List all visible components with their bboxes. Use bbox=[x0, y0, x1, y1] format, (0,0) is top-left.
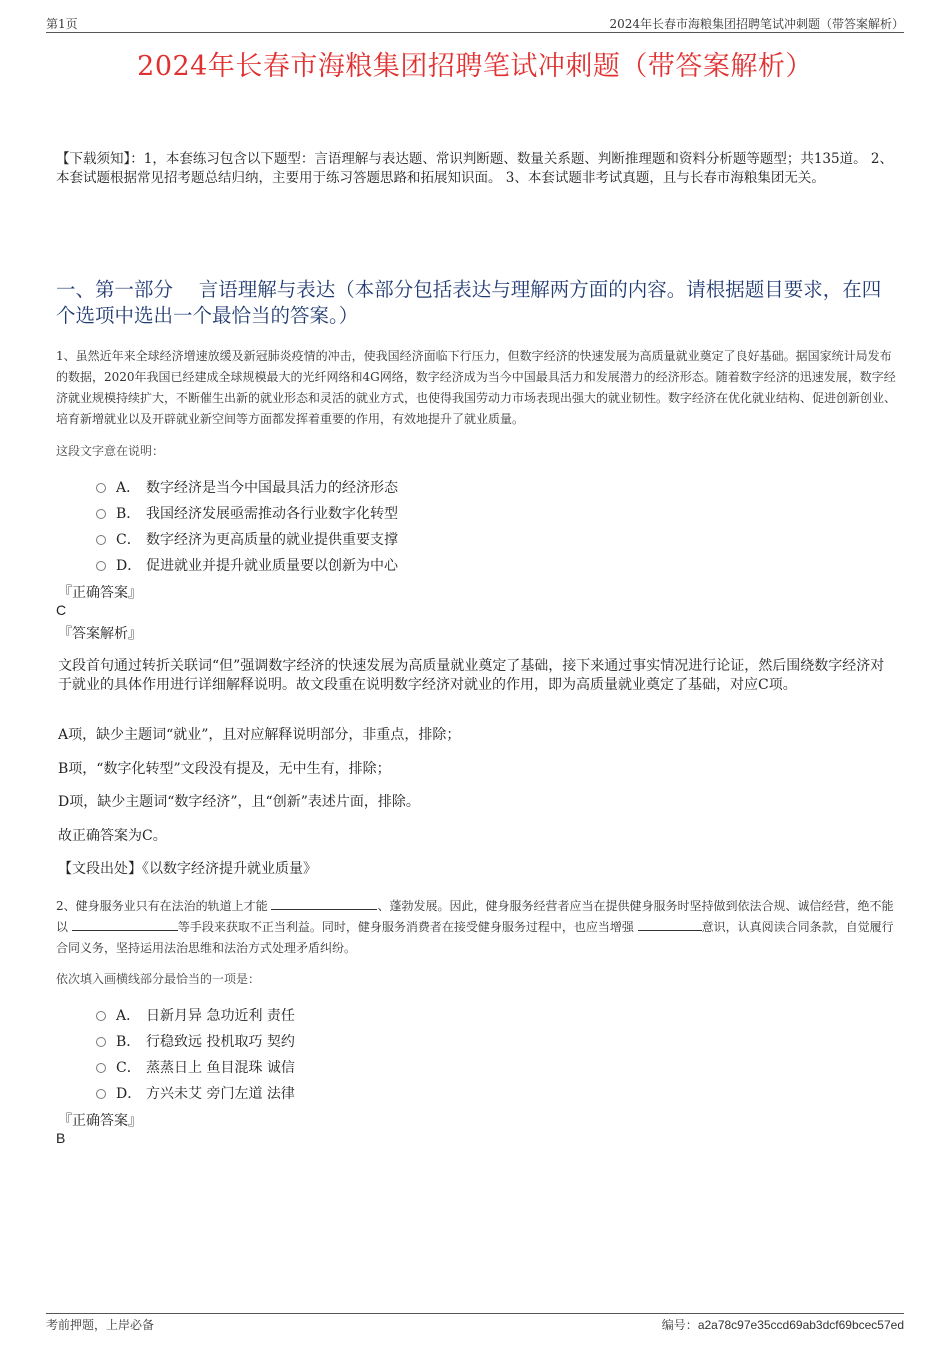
option-key: A． bbox=[116, 480, 141, 496]
option-text: 蒸蒸日上 鱼目混珠 诚信 bbox=[146, 1060, 295, 1076]
question-1-option-b[interactable] bbox=[96, 503, 398, 523]
option-key: D． bbox=[116, 558, 142, 574]
footer-slogan: 考前押题，上岸必备 bbox=[46, 1318, 155, 1332]
question-1-option-c[interactable] bbox=[96, 529, 398, 549]
radio-icon[interactable] bbox=[96, 1063, 106, 1073]
radio-icon[interactable] bbox=[96, 1011, 106, 1021]
fill-blank bbox=[638, 918, 702, 931]
text-segment: 、蓬勃发展。因此，健身服务经营者应当在提供健身服务时坚持做到依法合规、诚信经营，绝不能以 bbox=[56, 899, 894, 934]
source-citation: 【文段出处】《以数字经济提升就业质量》 bbox=[58, 861, 317, 877]
analysis-paragraph: D项，缺少主题词“数字经济”，且“创新”表述片面，排除。 bbox=[58, 794, 420, 810]
section-title: 一、第一部分 言语理解与表达（本部分包括表达与理解两方面的内容。请根据题目要求，在四个选项中选出一个最恰当的答案。） bbox=[56, 278, 882, 327]
document-title: 2024年长春市海粮集团招聘笔试冲刺题（带答案解析） bbox=[137, 51, 813, 82]
radio-icon[interactable] bbox=[96, 483, 106, 493]
page-footer bbox=[46, 1313, 904, 1332]
radio-icon[interactable] bbox=[96, 535, 106, 545]
fill-blank bbox=[271, 897, 377, 910]
question-1-text: 1、虽然近年来全球经济增速放缓及新冠肺炎疫情的冲击，使我国经济面临下行压力，但数字经济的快速发展为高质量就业奠定了良好基础。据国家统计局发布的数据，2020年我国已经建成全球规模最大的光纤网络和4G网络，数字经济成为当今中国最具活力和发展潜力的经济形态。随着数字经济的迅速发展，数字经济就业规模持续扩大，不断催生出新的就业形态和灵活的就业方式，也使得我国劳动力市场表现出强大的就业韧性。数字经济在优化就业结构、促进创新创业、培育新增就业以及开辟就业新空间等方面都发挥着重要的作用，有效地提升了就业质量。 bbox=[56, 349, 897, 426]
option-text: 数字经济是当今中国最具活力的经济形态 bbox=[146, 480, 398, 496]
question-2-text bbox=[56, 896, 898, 959]
option-key: D． bbox=[116, 1086, 142, 1102]
header-doc-title: 2024年长春市海粮集团招聘笔试冲刺题（带答案解析） bbox=[609, 17, 904, 31]
radio-icon[interactable] bbox=[96, 509, 106, 519]
question-2-stem: 依次填入画横线部分最恰当的一项是： bbox=[56, 972, 261, 986]
analysis-paragraph: B项，“数字化转型”文段没有提及，无中生有，排除； bbox=[58, 761, 391, 777]
option-text: 数字经济为更高质量的就业提供重要支撑 bbox=[146, 532, 398, 548]
analysis-label: 『答案解析』 bbox=[58, 626, 142, 642]
option-text: 我国经济发展亟需推动各行业数字化转型 bbox=[146, 506, 398, 522]
question-1-stem: 这段文字意在说明： bbox=[56, 444, 165, 458]
option-key: C． bbox=[116, 1060, 141, 1076]
question-1-option-a[interactable] bbox=[96, 477, 398, 497]
question-2-option-c[interactable] bbox=[96, 1057, 295, 1077]
answer-value: C bbox=[56, 602, 67, 618]
question-2-option-b[interactable] bbox=[96, 1031, 295, 1051]
radio-icon[interactable] bbox=[96, 561, 106, 571]
option-key: A． bbox=[116, 1008, 141, 1024]
option-key: C． bbox=[116, 532, 141, 548]
option-text: 方兴未艾 旁门左道 法律 bbox=[146, 1086, 295, 1102]
radio-icon[interactable] bbox=[96, 1089, 106, 1099]
analysis-paragraph: A项，缺少主题词“就业”，且对应解释说明部分，非重点，排除； bbox=[58, 727, 461, 743]
code-label: 编号： bbox=[661, 1318, 698, 1332]
text-segment: 等手段来获取不正当利益。同时，健身服务消费者在接受健身服务过程中，也应当增强 bbox=[177, 920, 638, 934]
radio-icon[interactable] bbox=[96, 1037, 106, 1047]
footer-code bbox=[662, 1316, 904, 1333]
option-key: B． bbox=[116, 506, 141, 522]
text-segment: 2、健身服务业只有在法治的轨道上才能 bbox=[56, 899, 272, 913]
answer-label: 『正确答案』 bbox=[58, 585, 142, 601]
page-number: 第1页 bbox=[46, 17, 78, 31]
option-text: 日新月异 急功近利 责任 bbox=[146, 1008, 295, 1024]
download-notice: 【下载须知】：1，本套练习包含以下题型：言语理解与表达题、常识判断题、数量关系题、判断推理题和资料分析题等题型；共135道。 2、本套试题根据常见招考题总结归纳，主要用于练习答题思路和拓展知识面。 3、本套试题非考试真题，且与长春市海粮集团无关。 bbox=[56, 151, 893, 186]
answer-label: 『正确答案』 bbox=[58, 1113, 142, 1129]
fill-blank bbox=[72, 918, 178, 931]
answer-value: B bbox=[56, 1130, 66, 1146]
page-header bbox=[46, 14, 904, 33]
question-2-option-d[interactable] bbox=[96, 1083, 295, 1103]
option-text: 促进就业并提升就业质量要以创新为中心 bbox=[146, 558, 398, 574]
option-text: 行稳致远 投机取巧 契约 bbox=[146, 1034, 295, 1050]
option-key: B． bbox=[116, 1034, 141, 1050]
question-2-option-a[interactable] bbox=[96, 1005, 295, 1025]
text-segment: 意识，认真阅读合同条款，自觉履行合同义务，坚持运用法治思维和法治方式处理矛盾纠纷。 bbox=[56, 920, 894, 955]
analysis-paragraph: 文段首句通过转折关联词“但”强调数字经济的快速发展为高质量就业奠定了基础，接下来通过事实情况进行论证，然后围绕数字经济对于就业的具体作用进行详细解释说明。故文段重在说明数字经济对就业的作用，即为高质量就业奠定了基础，对应C项。 bbox=[58, 658, 885, 693]
question-1-option-d[interactable] bbox=[96, 555, 398, 575]
analysis-paragraph: 故正确答案为C。 bbox=[58, 828, 167, 844]
code-value: a2a78c97e35ccd69ab3dcf69bcec57ed bbox=[697, 1318, 904, 1332]
